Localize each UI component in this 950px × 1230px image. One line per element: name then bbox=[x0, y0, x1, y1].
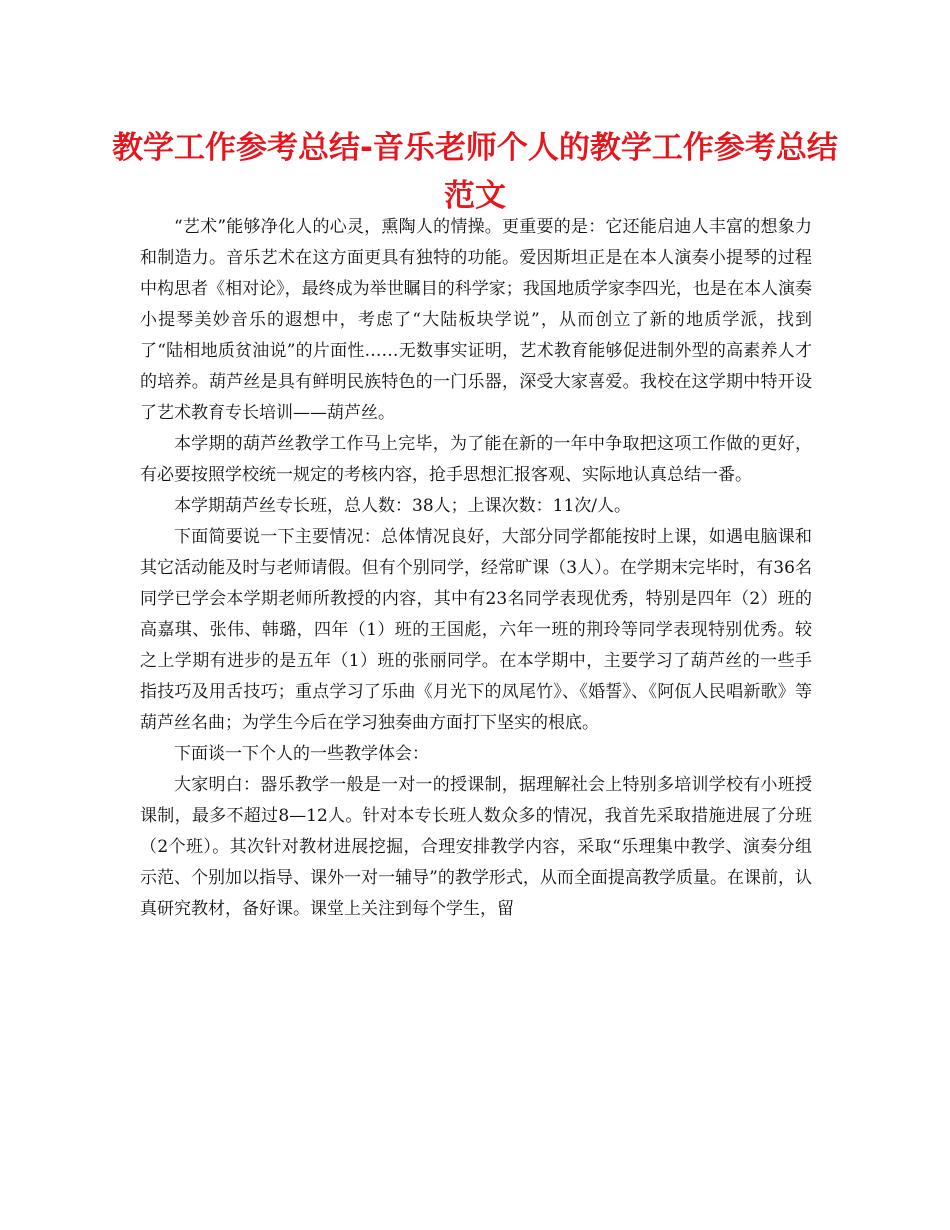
paragraph-purpose: 本学期的葫芦丝教学工作马上完毕，为了能在新的一年中争取把这项工作做的更好，有必要按照学校统一规定的考核内容，抢手思想汇报客观、实际地认真总结一番。 bbox=[140, 434, 812, 485]
paragraph-teaching-method: 大家明白：器乐教学一般是一对一的授课制，据理解社会上特别多培训学校有小班授课制，最多不超过8—12人。针对本专长班人数众多的情况，我首先采取措施进展了分班（2个班）。其次针对教材进展挖掘，合理安排教学内容，采取“乐理集中教学、演奏分组示范、个别加以指导、课外一对一辅导”的教学形式，从而全面提高教学质量。在课前，认真研究教材，备好课。课堂上关注到每个学生，留 bbox=[140, 775, 812, 919]
document-title: 教学工作参考总结-音乐老师个人的教学工作参考总结范文 bbox=[112, 130, 838, 214]
document-body bbox=[140, 212, 812, 925]
paragraph-intro: “艺术”能够净化人的心灵，熏陶人的情操。更重要的是：它还能启迪人丰富的想象力和制造力。音乐艺术在这方面更具有独特的功能。爱因斯坦正是在本人演奏小提琴的过程中构思者《相对论》，最终成为举世瞩目的科学家；我国地质学家李四光，也是在本人演奏小提琴美妙音乐的遐想中，考虑了“大陆板块学说”，从而创立了新的地质学派，找到了“陆相地质贫油说”的片面性……无数事实证明，艺术教育能够促进制外型的高素养人才的培养。葫芦丝是具有鲜明民族特色的一门乐器，深受大家喜爱。我校在这学期中特开设了艺术教育专长培训——葫芦丝。 bbox=[140, 217, 812, 423]
paragraph-stats: 本学期葫芦丝专长班，总人数：38人；上课次数：11次/人。 bbox=[174, 496, 631, 516]
paragraph-situation: 下面简要说一下主要情况：总体情况良好，大部分同学都能按时上课，如遇电脑课和其它活动能及时与老师请假。但有个别同学，经常旷课（3人）。在学期末完毕时，有36名同学已学会本学期老师所教授的内容，其中有23名同学表现优秀，特别是四年（2）班的高嘉琪、张伟、韩璐，四年（1）班的王国彪，六年一班的荆玲等同学表现特别优秀。较之上学期有进步的是五年（1）班的张丽同学。在本学期中，主要学习了葫芦丝的一些手指技巧及用舌技巧；重点学习了乐曲《月光下的凤尾竹》、《婚誓》、《阿佤人民唱新歌》等葫芦丝名曲；为学生今后在学习独奏曲方面打下坚实的根底。 bbox=[140, 527, 812, 733]
paragraph-experience-heading: 下面谈一下个人的一些教学体会： bbox=[174, 744, 429, 764]
